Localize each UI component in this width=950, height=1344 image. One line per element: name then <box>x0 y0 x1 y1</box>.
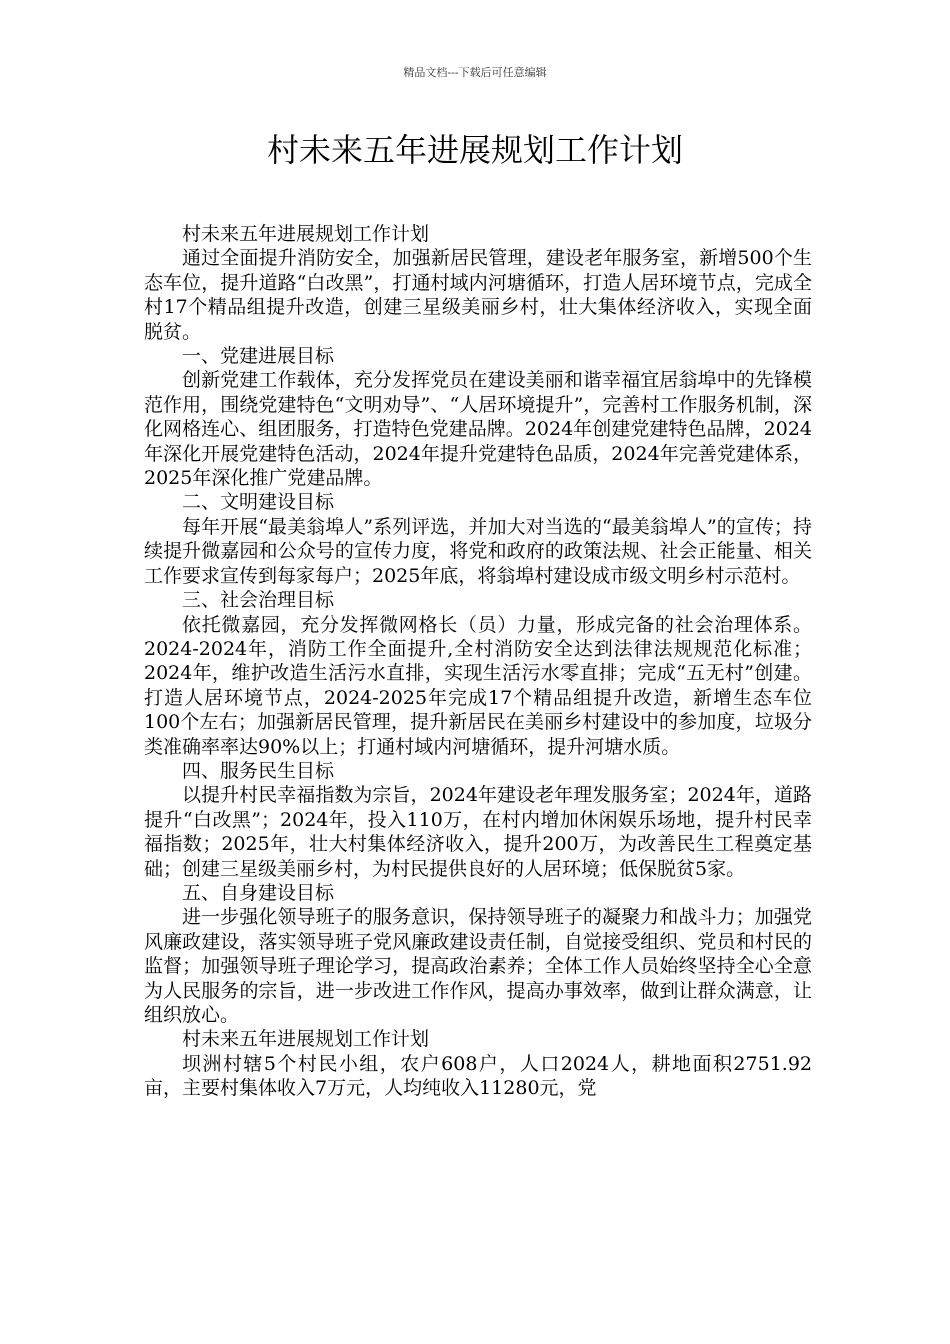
paragraph-subtitle: 村未来五年进展规划工作计划 <box>182 223 430 245</box>
paragraph-village-overview: 坝洲村辖5个村民小组，农户608户，人口2024人，耕地面积2751.92亩，主要村集体收入7万元，人均纯收入11280元，党 <box>144 1052 812 1100</box>
paragraph-civilization: 每年开展“最美翁埠人”系列评选，并加大对当选的“最美翁埠人”的宣传；持续提升微嘉园和公众号的宣传力度，将党和政府的政策法规、社会正能量、相关工作要求宣传到每家每户；2025年底，将翁埠村建设成市级文明乡村示范村。 <box>144 515 812 587</box>
paragraph-self-building: 进一步强化领导班子的服务意识，保持领导班子的凝聚力和战斗力；加强党风廉政建设，落实领导班子党风廉政建设责任制，自觉接受组织、党员和村民的监督；加强领导班子理论学习，提高政治素养；全体工作人员始终坚持全心全意为人民服务的宗旨，进一步改进工作作风，提高办事效率，做到让群众满意，让组织放心。 <box>144 906 812 1026</box>
paragraph-party-building: 创新党建工作载体，充分发挥党员在建设美丽和谐幸福宜居翁埠中的先锋模范作用，围绕党建特色“文明劝导”、“人居环境提升”，完善村工作服务机制，深化网格连心、组团服务，打造特色党建品牌。2024年创建党建特色品牌，2024年深化开展党建特色活动，2024年提升党建特色品质，2024年完善党建体系，2025年深化推广党建品牌。 <box>144 369 812 490</box>
paragraph-intro: 通过全面提升消防安全，加强新居民管理，建设老年服务室，新增500个生态车位，提升道路“白改黑”，打通村域内河塘循环，打造人居环境节点，完成全村17个精品组提升改造，创建三星级美丽乡村，壮大集体经济收入，实现全面脱贫。 <box>144 247 812 343</box>
section-heading-4: 四、服务民生目标 <box>182 759 335 782</box>
paragraph-subtitle-repeat: 村未来五年进展规划工作计划 <box>182 1028 430 1051</box>
header-note: 精品文档---下载后可任意编辑 <box>403 66 547 79</box>
document-title: 村未来五年进展规划工作计划 <box>266 131 683 169</box>
section-heading-2: 二、文明建设目标 <box>182 491 335 514</box>
paragraph-governance: 依托微嘉园，充分发挥微网格长（员）力量，形成完备的社会治理体系。2024-2024年，消防工作全面提升,全村消防安全达到法律法规规范化标准；2024年，维护改造生活污水直排，实现生活污水零直排；完成“五无村”创建。打造人居环境节点，2024-2025年完成17个精品组提升改造，新增生态车位100个左右；加强新居民管理，提升新居民在美丽乡村建设中的参加度，垃圾分类准确率率达90%以上；打通村域内河塘循环，提升河塘水质。 <box>144 613 812 758</box>
section-heading-3: 三、社会治理目标 <box>182 589 335 612</box>
document-body <box>144 222 812 1101</box>
paragraph-livelihood: 以提升村民幸福指数为宗旨，2024年建设老年理发服务室；2024年，道路提升“白改黑”；2024年，投入110万，在村内增加休闲娱乐场地，提升村民幸福指数；2025年，壮大村集体经济收入，提升200万，为改善民生工程奠定基础；创建三星级美丽乡村，为村民提供良好的人居环境；低保脱贫5家。 <box>144 784 812 880</box>
section-heading-5: 五、自身建设目标 <box>182 881 335 904</box>
section-heading-1: 一、党建进展目标 <box>182 345 335 368</box>
